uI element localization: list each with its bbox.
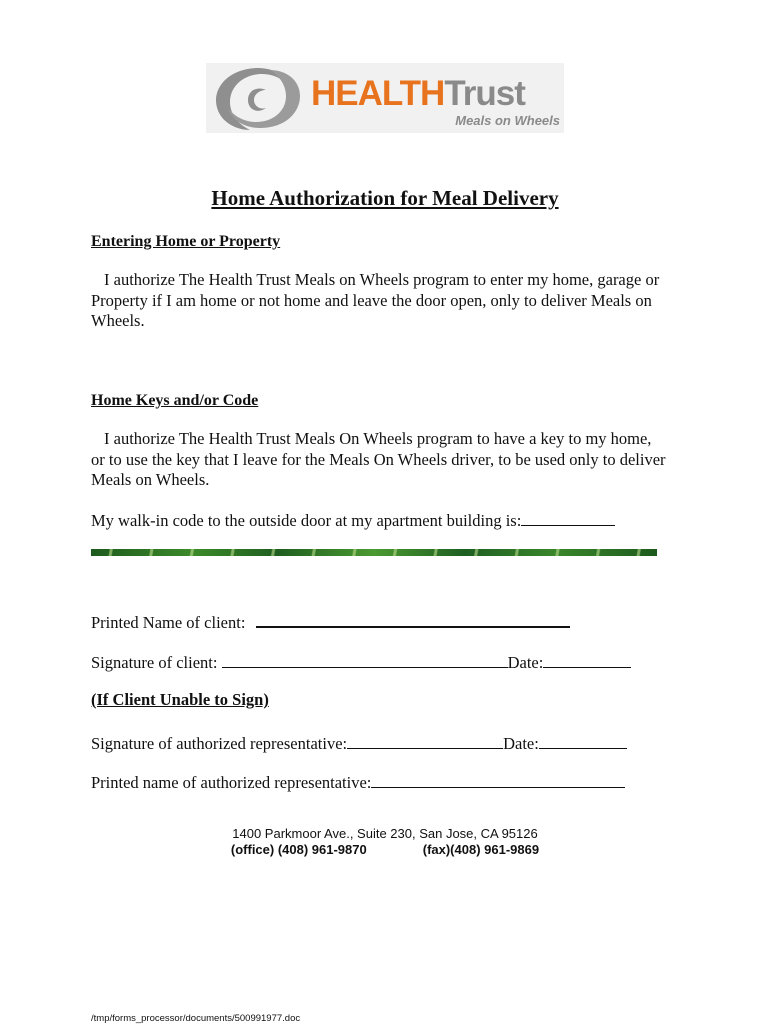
- section-body-keys: [91, 429, 666, 491]
- rep-signature-field[interactable]: [347, 732, 503, 749]
- rep-signature-label: Signature of authorized representative:: [91, 734, 348, 753]
- rep-signature-row: [91, 732, 627, 754]
- section-body-entering: [91, 270, 666, 332]
- printed-name-row: [91, 610, 570, 633]
- swirl-logo-icon: [208, 64, 308, 132]
- logo-word-trust: Trust: [444, 74, 525, 113]
- client-date-label: Date:: [507, 653, 544, 672]
- footer-fax: (fax)(408) 961-9869: [422, 842, 540, 857]
- logo-subtitle: Meals on Wheels: [455, 113, 560, 128]
- footer-office-phone: (office) (408) 961-9870: [230, 842, 367, 857]
- client-signature-label: Signature of client:: [91, 653, 218, 672]
- logo-wordmark: [311, 75, 525, 113]
- section-heading-keys: Home Keys and/or Code: [91, 392, 259, 409]
- printed-name-label: Printed Name of client:: [91, 613, 246, 632]
- unable-to-sign-heading: (If Client Unable to Sign): [91, 690, 269, 709]
- rep-printed-name-field[interactable]: [371, 771, 625, 788]
- client-signature-field[interactable]: [222, 651, 508, 668]
- healthtrust-logo: [206, 63, 564, 133]
- decorative-divider: [91, 549, 657, 556]
- walkin-code-row: [91, 509, 615, 531]
- printed-name-field[interactable]: [256, 610, 570, 628]
- section-body-entering-text: I authorize The Health Trust Meals on Wheels program to enter my home, garage or Property if I am home or not home and leave the door open, only to deliver Meals on Wheels.: [91, 270, 660, 330]
- logo-word-health: HEALTH: [311, 74, 445, 113]
- walkin-code-field[interactable]: [521, 509, 615, 526]
- footer-address: 1400 Parkmoor Ave., Suite 230, San Jose, CA 95126: [232, 826, 538, 841]
- rep-date-field[interactable]: [539, 732, 627, 749]
- rep-date-label: Date:: [503, 734, 539, 753]
- section-heading-entering: Entering Home or Property: [91, 233, 281, 250]
- client-signature-row: [91, 651, 631, 673]
- footer-contacts: [0, 842, 770, 857]
- rep-printed-name-label: Printed name of authorized representative:: [91, 773, 372, 792]
- page-title: Home Authorization for Meal Delivery: [211, 186, 559, 210]
- client-date-field[interactable]: [543, 651, 631, 668]
- rep-printed-name-row: [91, 771, 625, 793]
- document-file-path: /tmp/forms_processor/documents/500991977.doc: [91, 1013, 301, 1024]
- walkin-code-label: My walk-in code to the outside door at my apartment building is:: [91, 511, 522, 530]
- section-body-keys-text: I authorize The Health Trust Meals On Wheels program to have a key to my home, or to use the key that I leave for the Meals On Wheels driver, to be used only to deliver Meals on Wheels.: [91, 429, 666, 489]
